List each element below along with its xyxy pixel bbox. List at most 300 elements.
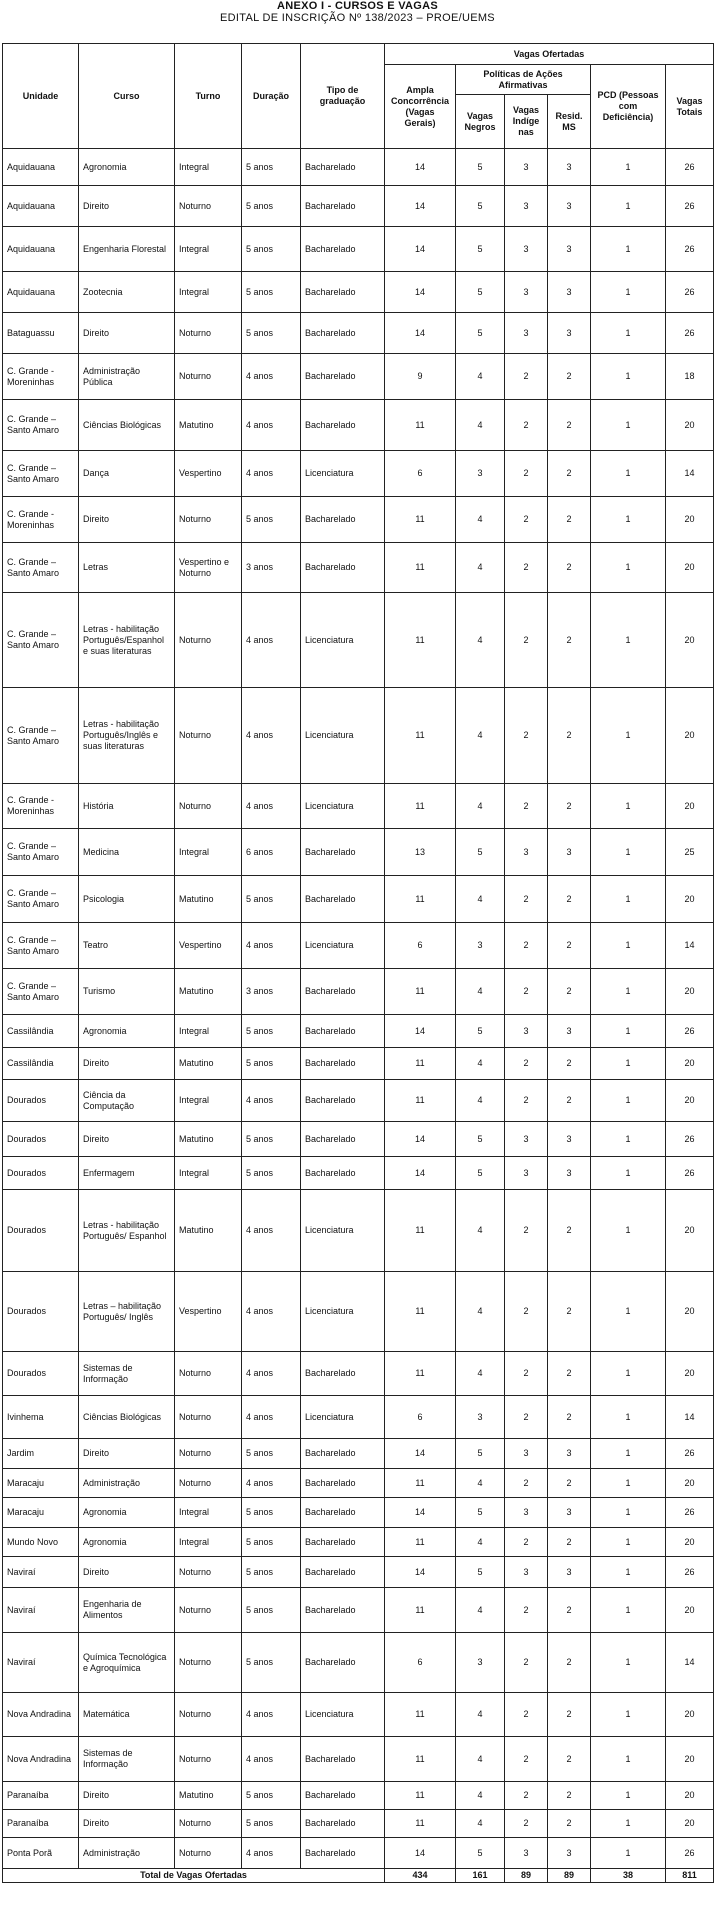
cell-curso: Letras - habilitação Português/ Espanhol [79,1190,175,1272]
cell-unidade: C. Grande – Santo Amaro [3,969,79,1015]
cell-curso: Ciência da Computação [79,1080,175,1122]
cell-negros: 4 [456,354,505,400]
cell-unidade: Nova Andradina [3,1693,79,1737]
totals-label: Total de Vagas Ofertadas [3,1869,385,1883]
cell-duracao: 4 anos [242,688,301,784]
header-tipo: Tipo de graduação [301,44,385,149]
cell-negros: 4 [456,784,505,829]
cell-pcd: 1 [591,400,666,451]
table-row [3,1080,714,1122]
cell-indigenas: 2 [505,1782,548,1810]
cell-curso: Sistemas de Informação [79,1737,175,1782]
cell-vagas-totais: 14 [666,1396,714,1439]
cell-curso: Agronomia [79,1498,175,1528]
cell-tipo: Licenciatura [301,923,385,969]
cell-negros: 5 [456,1557,505,1588]
cell-ampla: 11 [385,1693,456,1737]
cell-vagas-totais: 18 [666,354,714,400]
table-row [3,1272,714,1352]
cell-ampla: 11 [385,1737,456,1782]
totals-resid: 89 [548,1869,591,1883]
cell-duracao: 3 anos [242,969,301,1015]
cell-duracao: 4 anos [242,1838,301,1869]
table-row [3,272,714,313]
cell-duracao: 4 anos [242,1352,301,1396]
cell-negros: 4 [456,497,505,543]
cell-indigenas: 2 [505,400,548,451]
cell-tipo: Bacharelado [301,400,385,451]
cell-pcd: 1 [591,149,666,186]
cell-pcd: 1 [591,829,666,876]
cell-ampla: 11 [385,1272,456,1352]
cell-duracao: 3 anos [242,543,301,593]
cell-unidade: C. Grande - Moreninhas [3,497,79,543]
cell-tipo: Bacharelado [301,1122,385,1157]
cell-unidade: C. Grande – Santo Amaro [3,543,79,593]
cell-vagas-totais: 20 [666,497,714,543]
cell-unidade: Dourados [3,1080,79,1122]
cell-resid: 2 [548,451,591,497]
table-row [3,1015,714,1048]
cell-resid: 3 [548,1498,591,1528]
cell-unidade: Ivinhema [3,1396,79,1439]
cell-resid: 2 [548,1693,591,1737]
cell-tipo: Licenciatura [301,784,385,829]
cell-resid: 2 [548,1190,591,1272]
cell-unidade: Aquidauana [3,227,79,272]
cell-negros: 4 [456,1782,505,1810]
cell-pcd: 1 [591,1469,666,1498]
cell-vagas-totais: 14 [666,451,714,497]
cell-negros: 5 [456,1157,505,1190]
cell-indigenas: 2 [505,1048,548,1080]
cell-curso: Medicina [79,829,175,876]
cell-ampla: 6 [385,923,456,969]
cell-curso: Administração [79,1838,175,1869]
cell-duracao: 4 anos [242,451,301,497]
table-row [3,969,714,1015]
cell-vagas-totais: 26 [666,186,714,227]
cell-ampla: 11 [385,1469,456,1498]
cell-negros: 4 [456,1352,505,1396]
cell-indigenas: 3 [505,1557,548,1588]
cell-tipo: Bacharelado [301,1782,385,1810]
cell-ampla: 14 [385,1498,456,1528]
cell-turno: Noturno [175,1737,242,1782]
cell-turno: Integral [175,1080,242,1122]
cell-vagas-totais: 20 [666,1469,714,1498]
cell-turno: Noturno [175,1633,242,1693]
cell-indigenas: 2 [505,1737,548,1782]
cell-ampla: 14 [385,186,456,227]
cell-turno: Integral [175,1015,242,1048]
cell-indigenas: 2 [505,1588,548,1633]
cell-indigenas: 2 [505,1528,548,1557]
cell-resid: 2 [548,876,591,923]
cell-unidade: Dourados [3,1352,79,1396]
cell-ampla: 9 [385,354,456,400]
cell-indigenas: 2 [505,1810,548,1838]
cell-curso: Engenharia Florestal [79,227,175,272]
table-row [3,400,714,451]
cell-vagas-totais: 20 [666,1272,714,1352]
header-unidade: Unidade [3,44,79,149]
table-row [3,1048,714,1080]
cell-negros: 5 [456,1122,505,1157]
cell-ampla: 11 [385,1810,456,1838]
cell-ampla: 11 [385,784,456,829]
cell-vagas-totais: 20 [666,1810,714,1838]
cell-unidade: Mundo Novo [3,1528,79,1557]
cell-negros: 4 [456,1469,505,1498]
cell-curso: Engenharia de Alimentos [79,1588,175,1633]
cell-vagas-totais: 26 [666,1498,714,1528]
cell-tipo: Licenciatura [301,593,385,688]
header-negros: Vagas Negros [456,95,505,149]
cell-unidade: Dourados [3,1190,79,1272]
cell-duracao: 5 anos [242,1588,301,1633]
cell-duracao: 4 anos [242,1469,301,1498]
cell-duracao: 5 anos [242,227,301,272]
cell-pcd: 1 [591,272,666,313]
cell-negros: 5 [456,829,505,876]
cell-curso: História [79,784,175,829]
cell-turno: Noturno [175,313,242,354]
cell-curso: Sistemas de Informação [79,1352,175,1396]
cell-unidade: Naviraí [3,1633,79,1693]
cell-turno: Noturno [175,1693,242,1737]
cell-tipo: Licenciatura [301,1272,385,1352]
cell-turno: Noturno [175,1588,242,1633]
cell-unidade: C. Grande - Moreninhas [3,354,79,400]
cell-tipo: Bacharelado [301,1528,385,1557]
cell-pcd: 1 [591,593,666,688]
cell-vagas-totais: 26 [666,313,714,354]
header-duracao: Duração [242,44,301,149]
cell-unidade: Naviraí [3,1557,79,1588]
cell-indigenas: 3 [505,149,548,186]
cell-resid: 2 [548,1469,591,1498]
cell-negros: 5 [456,1439,505,1469]
cell-vagas-totais: 26 [666,149,714,186]
cell-pcd: 1 [591,1015,666,1048]
cell-unidade: Aquidauana [3,186,79,227]
cell-unidade: Paranaíba [3,1810,79,1838]
cell-resid: 2 [548,1048,591,1080]
cell-indigenas: 2 [505,1190,548,1272]
cell-indigenas: 3 [505,272,548,313]
cell-turno: Matutino [175,1782,242,1810]
header-pcd: PCD (Pessoas com Deficiência) [591,65,666,149]
cell-ampla: 11 [385,1782,456,1810]
cell-curso: Direito [79,1782,175,1810]
table-row [3,149,714,186]
cell-unidade: Jardim [3,1439,79,1469]
cell-ampla: 11 [385,400,456,451]
table-row [3,1693,714,1737]
cell-negros: 5 [456,149,505,186]
cell-curso: Matemática [79,1693,175,1737]
cell-unidade: C. Grande – Santo Amaro [3,593,79,688]
table-row [3,1439,714,1469]
cell-duracao: 5 anos [242,1157,301,1190]
cell-negros: 3 [456,1633,505,1693]
cell-duracao: 5 anos [242,313,301,354]
document-subtitle: EDITAL DE INSCRIÇÃO Nº 138/2023 – PROE/UEMS [220,12,495,24]
cell-resid: 2 [548,400,591,451]
table-row [3,451,714,497]
cell-pcd: 1 [591,354,666,400]
table-body [3,149,714,1869]
cell-turno: Noturno [175,593,242,688]
cell-resid: 2 [548,1080,591,1122]
cell-ampla: 14 [385,1439,456,1469]
cell-duracao: 5 anos [242,876,301,923]
cell-curso: Agronomia [79,1015,175,1048]
cell-resid: 2 [548,593,591,688]
cell-tipo: Bacharelado [301,1737,385,1782]
cell-ampla: 11 [385,1528,456,1557]
cell-resid: 2 [548,354,591,400]
cell-vagas-totais: 26 [666,227,714,272]
cell-turno: Noturno [175,1810,242,1838]
cell-ampla: 11 [385,688,456,784]
cell-turno: Integral [175,149,242,186]
table-row [3,1588,714,1633]
table-row [3,1396,714,1439]
cell-negros: 4 [456,1588,505,1633]
totals-indigenas: 89 [505,1869,548,1883]
cell-tipo: Bacharelado [301,1352,385,1396]
table-row [3,1498,714,1528]
totals-row [3,1869,714,1883]
cell-duracao: 4 anos [242,354,301,400]
cell-resid: 2 [548,1528,591,1557]
cell-tipo: Bacharelado [301,1015,385,1048]
cell-vagas-totais: 26 [666,1557,714,1588]
cell-negros: 4 [456,688,505,784]
cell-ampla: 11 [385,1190,456,1272]
cell-negros: 5 [456,313,505,354]
cell-curso: Direito [79,1122,175,1157]
cell-vagas-totais: 20 [666,876,714,923]
cell-duracao: 6 anos [242,829,301,876]
cell-resid: 2 [548,1810,591,1838]
cell-indigenas: 2 [505,451,548,497]
cell-vagas-totais: 20 [666,1693,714,1737]
cell-indigenas: 2 [505,1469,548,1498]
cell-turno: Integral [175,1528,242,1557]
cell-indigenas: 3 [505,1838,548,1869]
cell-turno: Matutino [175,400,242,451]
header-totais: Vagas Totais [666,65,714,149]
cell-indigenas: 2 [505,1272,548,1352]
cell-curso: Teatro [79,923,175,969]
cell-curso: Zootecnia [79,272,175,313]
table-row [3,227,714,272]
cell-turno: Noturno [175,1557,242,1588]
cell-indigenas: 3 [505,1498,548,1528]
cell-tipo: Licenciatura [301,1190,385,1272]
cell-turno: Noturno [175,688,242,784]
cell-unidade: Bataguassu [3,313,79,354]
totals-vagas-totais: 811 [666,1869,714,1883]
cell-duracao: 5 anos [242,1557,301,1588]
cell-tipo: Bacharelado [301,1498,385,1528]
cell-resid: 2 [548,1782,591,1810]
cell-turno: Noturno [175,1396,242,1439]
cell-curso: Letras - habilitação Português/Espanhol e suas literaturas [79,593,175,688]
cell-negros: 5 [456,1838,505,1869]
cell-pcd: 1 [591,1352,666,1396]
cell-resid: 2 [548,1396,591,1439]
table-row [3,1122,714,1157]
cell-indigenas: 3 [505,1439,548,1469]
cell-negros: 4 [456,400,505,451]
table-row [3,313,714,354]
cell-curso: Dança [79,451,175,497]
table-row [3,1157,714,1190]
cell-negros: 3 [456,923,505,969]
cell-pcd: 1 [591,1396,666,1439]
cell-unidade: Cassilândia [3,1048,79,1080]
cell-tipo: Bacharelado [301,1810,385,1838]
cell-tipo: Bacharelado [301,1439,385,1469]
cell-negros: 4 [456,543,505,593]
cell-resid: 2 [548,784,591,829]
cell-duracao: 4 anos [242,1190,301,1272]
cell-tipo: Licenciatura [301,1693,385,1737]
cell-negros: 4 [456,1080,505,1122]
cell-duracao: 5 anos [242,497,301,543]
cell-unidade: Aquidauana [3,272,79,313]
cell-ampla: 14 [385,227,456,272]
cell-tipo: Bacharelado [301,354,385,400]
cell-unidade: Ponta Porã [3,1838,79,1869]
cell-negros: 4 [456,1693,505,1737]
cell-turno: Vespertino [175,1272,242,1352]
table-row [3,1528,714,1557]
cell-resid: 2 [548,1272,591,1352]
cell-curso: Direito [79,313,175,354]
cell-unidade: Paranaíba [3,1782,79,1810]
table-row [3,688,714,784]
table-row [3,1469,714,1498]
totals-ampla: 434 [385,1869,456,1883]
document-title: ANEXO I - CURSOS E VAGAS [276,0,439,12]
table-row [3,1352,714,1396]
cell-curso: Administração [79,1469,175,1498]
cell-tipo: Bacharelado [301,1588,385,1633]
cell-vagas-totais: 20 [666,1080,714,1122]
cell-indigenas: 2 [505,1352,548,1396]
cell-pcd: 1 [591,1557,666,1588]
cell-indigenas: 3 [505,227,548,272]
cell-tipo: Bacharelado [301,1080,385,1122]
cell-duracao: 5 anos [242,1439,301,1469]
cell-duracao: 5 anos [242,1782,301,1810]
cell-ampla: 14 [385,272,456,313]
cell-pcd: 1 [591,497,666,543]
cell-tipo: Bacharelado [301,543,385,593]
cell-vagas-totais: 20 [666,1048,714,1080]
cell-indigenas: 2 [505,923,548,969]
cell-ampla: 14 [385,1157,456,1190]
cell-tipo: Licenciatura [301,688,385,784]
cell-unidade: C. Grande – Santo Amaro [3,451,79,497]
cell-vagas-totais: 20 [666,1352,714,1396]
cell-tipo: Bacharelado [301,876,385,923]
cell-resid: 3 [548,186,591,227]
cell-resid: 2 [548,923,591,969]
cell-tipo: Bacharelado [301,1048,385,1080]
document-page [0,1,715,1921]
cell-unidade: Dourados [3,1122,79,1157]
cell-pcd: 1 [591,186,666,227]
table-row [3,354,714,400]
cell-resid: 3 [548,1122,591,1157]
cell-vagas-totais: 26 [666,1838,714,1869]
cell-unidade: Naviraí [3,1588,79,1633]
cell-ampla: 13 [385,829,456,876]
cell-indigenas: 2 [505,354,548,400]
cell-vagas-totais: 20 [666,1528,714,1557]
cell-duracao: 5 anos [242,1498,301,1528]
cell-pcd: 1 [591,1588,666,1633]
cell-resid: 3 [548,313,591,354]
cell-pcd: 1 [591,1498,666,1528]
cell-curso: Agronomia [79,149,175,186]
cell-vagas-totais: 26 [666,1439,714,1469]
cell-ampla: 6 [385,451,456,497]
cell-turno: Integral [175,829,242,876]
cell-vagas-totais: 14 [666,1633,714,1693]
cell-vagas-totais: 20 [666,1588,714,1633]
cell-negros: 4 [456,593,505,688]
cell-negros: 5 [456,1015,505,1048]
cell-ampla: 6 [385,1633,456,1693]
cell-duracao: 4 anos [242,784,301,829]
cell-duracao: 4 anos [242,1396,301,1439]
cell-resid: 2 [548,543,591,593]
cell-duracao: 4 anos [242,923,301,969]
table-row [3,1810,714,1838]
cell-indigenas: 3 [505,186,548,227]
table-row [3,593,714,688]
cell-indigenas: 3 [505,1157,548,1190]
cell-duracao: 4 anos [242,400,301,451]
cell-unidade: Aquidauana [3,149,79,186]
cell-duracao: 5 anos [242,1122,301,1157]
cell-unidade: C. Grande – Santo Amaro [3,829,79,876]
cell-resid: 2 [548,969,591,1015]
cell-resid: 3 [548,1439,591,1469]
cell-resid: 2 [548,1588,591,1633]
cell-curso: Direito [79,1810,175,1838]
cell-unidade: C. Grande – Santo Amaro [3,923,79,969]
cell-turno: Matutino [175,969,242,1015]
cell-curso: Direito [79,186,175,227]
cell-curso: Ciências Biológicas [79,1396,175,1439]
cell-indigenas: 3 [505,829,548,876]
cell-indigenas: 2 [505,1693,548,1737]
cell-tipo: Bacharelado [301,1633,385,1693]
header-curso: Curso [79,44,175,149]
cell-unidade: C. Grande – Santo Amaro [3,400,79,451]
cell-turno: Integral [175,227,242,272]
cell-turno: Integral [175,1157,242,1190]
cell-resid: 3 [548,149,591,186]
